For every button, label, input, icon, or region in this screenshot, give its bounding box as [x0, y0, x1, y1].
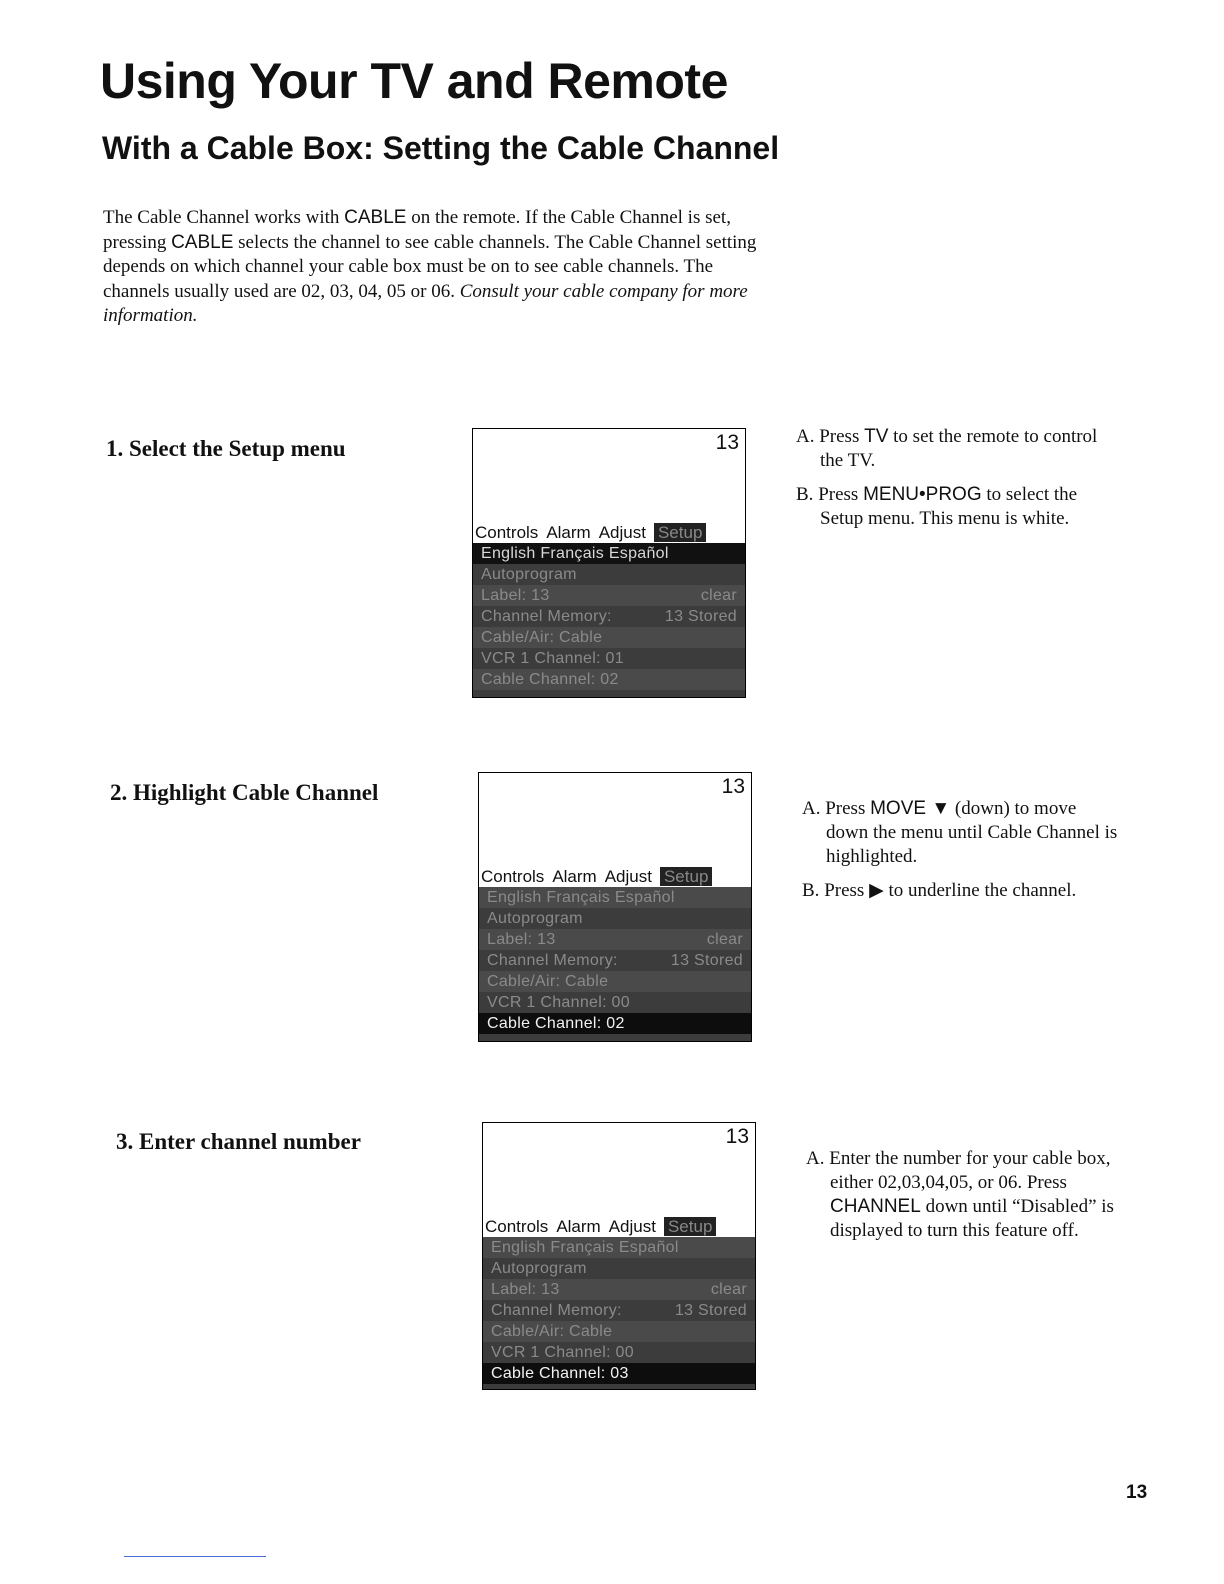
- tab-alarm: Alarm: [546, 523, 591, 542]
- menu-item-vcr1-channel: VCR 1 Channel: 01: [481, 650, 624, 667]
- step-3-title: 3. Enter channel number: [116, 1129, 361, 1154]
- intro-key-cable: CABLE: [344, 207, 407, 228]
- section-subtitle: With a Cable Box: Setting the Cable Channel: [102, 130, 780, 166]
- menu-tabs: [485, 1217, 716, 1237]
- channel-number: 13: [721, 775, 745, 798]
- channel-number: 13: [715, 431, 739, 454]
- instruction-b: B. Press ▶ to underline the channel.: [802, 880, 1077, 901]
- menu-item-label: Label: 13 clear: [479, 929, 751, 950]
- tab-adjust: Adjust: [604, 867, 652, 886]
- footer-divider: [124, 1556, 266, 1557]
- menu-item-cable-air: Cable/Air: Cable: [483, 1321, 755, 1342]
- instruction-b: B. Press MENU•PROG to select the Setup menu. This menu is white.: [796, 484, 1078, 529]
- menu-item-channel-memory: Channel Memory: 13 Stored: [491, 1302, 747, 1319]
- step-2-instructions: [802, 797, 1122, 913]
- menu-item-language: English Français Español: [473, 543, 745, 564]
- tab-controls: Controls: [475, 523, 539, 542]
- menu-item-channel-memory: Channel Memory: 13 Stored: [481, 608, 737, 625]
- tab-controls: Controls: [481, 867, 545, 886]
- menu-item-cable-channel: Cable Channel: 02: [473, 669, 745, 690]
- menu-item-cable-air: Cable/Air: Cable: [473, 627, 745, 648]
- menu-item-vcr1-channel: VCR 1 Channel: 00: [491, 1344, 634, 1361]
- menu-tabs: [481, 867, 712, 887]
- menu-item-autoprogram: Autoprogram: [491, 1260, 587, 1277]
- step-1-instructions: [796, 425, 1116, 541]
- instruction-a: A. Enter the number for your cable box, either 02,03,04,05, or 06. Press CHANNEL down until “Disabled” is displayed to turn this feature off.: [806, 1148, 1114, 1241]
- tab-alarm: Alarm: [556, 1217, 601, 1236]
- tab-adjust: Adjust: [608, 1217, 656, 1236]
- setup-menu: [483, 1237, 755, 1389]
- setup-menu: [473, 543, 745, 697]
- menu-item-channel-memory: Channel Memory: 13 Stored: [487, 952, 743, 969]
- intro-text: on the remote. If the Cable Channel is set, pressing: [103, 207, 731, 253]
- tv-screen-step-2: [478, 772, 752, 1042]
- tv-screen-step-3: [482, 1122, 756, 1390]
- menu-item-cable-air: Cable/Air: Cable: [479, 971, 751, 992]
- tab-setup: Setup: [654, 523, 706, 542]
- menu-item-language: English Français Español: [479, 887, 751, 908]
- setup-menu: [479, 887, 751, 1041]
- intro-note: Consult your cable company for more information.: [103, 280, 748, 326]
- tv-screen-step-1: [472, 428, 746, 698]
- menu-item-cable-channel-highlighted: Cable Channel: 02: [479, 1013, 751, 1034]
- menu-item-label: Label: 13 clear: [483, 1279, 755, 1300]
- menu-item-cable-channel-highlighted: Cable Channel: 03: [483, 1363, 755, 1384]
- step-2-title: 2. Highlight Cable Channel: [110, 780, 379, 805]
- intro-text: selects the channel to see cable channels. The Cable Channel setting depends on which channel your cable box must be on to see cable channels. The channels usually used are 02, 03, 04, 05 or 06.: [103, 231, 757, 302]
- menu-item-autoprogram: Autoprogram: [481, 566, 577, 583]
- intro-key-cable: CABLE: [171, 231, 234, 253]
- page-title: Using Your TV and Remote: [100, 53, 728, 109]
- menu-item-vcr1-channel: VCR 1 Channel: 00: [487, 994, 630, 1011]
- tab-alarm: Alarm: [552, 867, 597, 886]
- intro-paragraph: [103, 206, 763, 329]
- instruction-a: A. Press MOVE ▼ (down) to move down the menu until Cable Channel is highlighted.: [802, 798, 1118, 867]
- tab-adjust: Adjust: [598, 523, 646, 542]
- tab-controls: Controls: [485, 1217, 549, 1236]
- step-1-title: 1. Select the Setup menu: [106, 436, 346, 461]
- step-3-instructions: [806, 1147, 1126, 1253]
- menu-item-label: Label: 13 clear: [473, 585, 745, 606]
- menu-item-language: English Français Español: [483, 1237, 755, 1258]
- channel-number: 13: [725, 1125, 749, 1148]
- tab-setup: Setup: [660, 867, 712, 886]
- intro-text: The Cable Channel works with: [103, 207, 345, 228]
- menu-tabs: [475, 523, 706, 543]
- menu-item-autoprogram: Autoprogram: [487, 910, 583, 927]
- page-number: 13: [1126, 1482, 1148, 1503]
- instruction-a: A. Press TV to set the remote to control the TV.: [796, 426, 1098, 471]
- tab-setup: Setup: [664, 1217, 716, 1236]
